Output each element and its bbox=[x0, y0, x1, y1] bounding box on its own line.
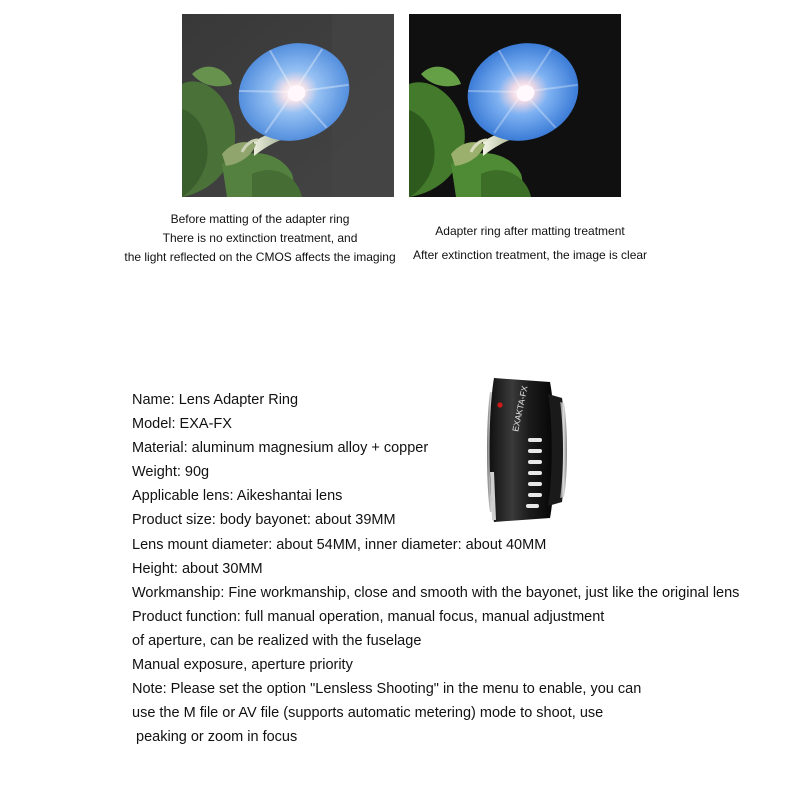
before-matting-photo bbox=[182, 14, 394, 197]
lens-model-engraving: EXAKTA-FX bbox=[510, 384, 530, 433]
caption-line: Before matting of the adapter ring bbox=[170, 212, 350, 226]
morning-glory-image-after bbox=[409, 14, 621, 197]
after-matting-caption bbox=[390, 219, 670, 267]
caption-line: After extinction treatment, the image is clear bbox=[412, 248, 648, 262]
spec-line: Applicable lens: Aikeshantai lens bbox=[132, 488, 343, 505]
spec-line: Product size: body bayonet: about 39MM bbox=[132, 512, 396, 529]
spec-line: peaking or zoom in focus bbox=[132, 729, 298, 746]
spec-line: Height: about 30MM bbox=[132, 560, 263, 577]
spec-line: Weight: 90g bbox=[132, 464, 210, 481]
spec-line: Name: Lens Adapter Ring bbox=[132, 392, 299, 408]
after-matting-photo bbox=[409, 14, 621, 197]
spec-line: Material: aluminum magnesium alloy + copper bbox=[132, 440, 429, 457]
spec-line: Note: Please set the option "Lensless Shooting" in the menu to enable, you can bbox=[132, 681, 642, 698]
product-spec-list bbox=[132, 388, 739, 749]
caption-line: There is no extinction treatment, and bbox=[162, 231, 358, 245]
caption-line: Adapter ring after matting treatment bbox=[435, 224, 625, 238]
spec-line: use the M file or AV file (supports automatic metering) mode to shoot, use bbox=[132, 705, 604, 722]
spec-line: of aperture, can be realized with the fuselage bbox=[132, 632, 422, 649]
spec-line: Manual exposure, aperture priority bbox=[132, 657, 353, 674]
spec-line: Workmanship: Fine workmanship, close and smooth with the bayonet, just like the original lens bbox=[132, 584, 740, 601]
caption-line: the light reflected on the CMOS affects the imaging bbox=[124, 250, 396, 264]
before-matting-caption bbox=[110, 210, 410, 267]
spec-line: Product function: full manual operation, manual focus, manual adjustment bbox=[132, 608, 605, 625]
lens-adapter-ring-image bbox=[480, 372, 580, 524]
morning-glory-image-before bbox=[182, 14, 394, 197]
spec-line: Lens mount diameter: about 54MM, inner diameter: about 40MM bbox=[132, 536, 547, 553]
spec-line: Model: EXA-FX bbox=[132, 416, 232, 433]
